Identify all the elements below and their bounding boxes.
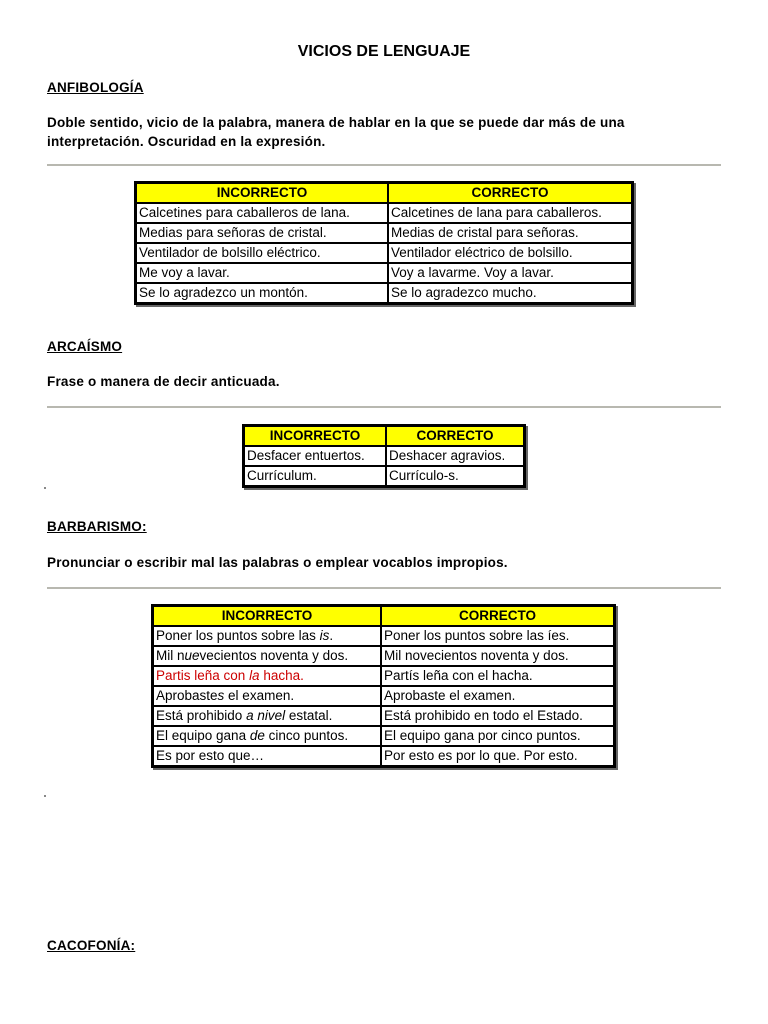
definition-line-1: Doble sentido, vicio de la palabra, manera de hablar en la que se puede dar más de una xyxy=(47,115,625,130)
column-header-incorrect: INCORRECTO xyxy=(244,426,386,446)
stray-mark xyxy=(44,795,46,797)
cell-text: cinco puntos. xyxy=(264,728,349,743)
table-row xyxy=(153,626,614,646)
section-heading-cacofonia: CACOFONÍA: xyxy=(47,938,136,953)
cell-incorrect: Currículum. xyxy=(244,466,386,486)
table-barbarismo xyxy=(151,604,616,768)
cell-correct: Está prohibido en todo el Estado. xyxy=(381,706,614,726)
divider xyxy=(47,406,721,408)
cell-correct: Se lo agradezco mucho. xyxy=(388,283,632,303)
cell-correct: El equipo gana por cinco puntos. xyxy=(381,726,614,746)
column-header-correct: CORRECTO xyxy=(386,426,524,446)
cell-correct: Medias de cristal para señoras. xyxy=(388,223,632,243)
cell-text: El equipo gana xyxy=(156,728,250,743)
cell-correct: Aprobaste el examen. xyxy=(381,686,614,706)
table-row xyxy=(244,466,524,486)
column-header-incorrect: INCORRECTO xyxy=(153,606,381,626)
cell-incorrect: Desfacer entuertos. xyxy=(244,446,386,466)
section-definition-barbarismo: Pronunciar o escribir mal las palabras o emplear vocablos impropios. xyxy=(47,555,508,570)
table-header-row xyxy=(244,426,524,446)
cell-text: hacha. xyxy=(259,668,304,683)
cell-incorrect: Ventilador de bolsillo eléctrico. xyxy=(136,243,388,263)
section-heading-anfibologia: ANFIBOLOGÍA xyxy=(47,80,144,95)
cell-correct: Voy a lavarme. Voy a lavar. xyxy=(388,263,632,283)
cell-emphasis: is xyxy=(319,628,330,643)
table-row xyxy=(153,686,614,706)
cell-incorrect: Calcetines para caballeros de lana. xyxy=(136,203,388,223)
cell-text: . xyxy=(329,628,334,643)
cell-correct: Poner los puntos sobre las íes. xyxy=(381,626,614,646)
cell-emphasis: s xyxy=(217,688,225,703)
table-row xyxy=(244,446,524,466)
table-row xyxy=(136,263,632,283)
table-header-row xyxy=(153,606,614,626)
definition-line-2: interpretación. Oscuridad en la expresión. xyxy=(47,134,326,149)
cell-text: Está prohibido xyxy=(156,708,247,723)
cell-incorrect xyxy=(153,746,381,766)
divider xyxy=(47,164,721,166)
table-row xyxy=(153,706,614,726)
table-row xyxy=(153,746,614,766)
cell-correct: Ventilador eléctrico de bolsillo. xyxy=(388,243,632,263)
cell-incorrect xyxy=(153,726,381,746)
cell-incorrect xyxy=(153,646,381,666)
cell-correct: Por esto es por lo que. Por esto. xyxy=(381,746,614,766)
cell-text: Es por esto que… xyxy=(156,748,265,763)
cell-text: vecientos noventa y dos. xyxy=(199,648,349,663)
cell-incorrect: Se lo agradezco un montón. xyxy=(136,283,388,303)
cell-incorrect: Me voy a lavar. xyxy=(136,263,388,283)
table-header-row xyxy=(136,183,632,203)
cell-incorrect: Medias para señoras de cristal. xyxy=(136,223,388,243)
divider xyxy=(47,587,721,589)
cell-text: Partis leña con xyxy=(156,668,250,683)
cell-text: estatal. xyxy=(285,708,333,723)
column-header-correct: CORRECTO xyxy=(381,606,614,626)
cell-emphasis: la xyxy=(249,668,260,683)
stray-mark xyxy=(44,487,46,489)
table-row xyxy=(136,283,632,303)
cell-correct: Mil novecientos noventa y dos. xyxy=(381,646,614,666)
cell-text: el examen. xyxy=(224,688,295,703)
cell-incorrect xyxy=(153,706,381,726)
column-header-incorrect: INCORRECTO xyxy=(136,183,388,203)
cell-incorrect xyxy=(153,686,381,706)
column-header-correct: CORRECTO xyxy=(388,183,632,203)
table-row xyxy=(153,726,614,746)
table-row xyxy=(136,223,632,243)
cell-incorrect-highlighted xyxy=(153,666,381,686)
cell-correct: Deshacer agravios. xyxy=(386,446,524,466)
cell-text: Aprobaste xyxy=(156,688,218,703)
table-arcaismo xyxy=(242,424,526,488)
cell-emphasis: ue xyxy=(184,648,200,663)
cell-correct: Partís leña con el hacha. xyxy=(381,666,614,686)
table-row xyxy=(136,243,632,263)
section-definition-arcaismo: Frase o manera de decir anticuada. xyxy=(47,374,280,389)
cell-incorrect xyxy=(153,626,381,646)
cell-correct: Calcetines de lana para caballeros. xyxy=(388,203,632,223)
section-heading-barbarismo: BARBARISMO: xyxy=(47,519,147,534)
section-definition-anfibologia xyxy=(47,113,717,151)
cell-text: Poner los puntos sobre las xyxy=(156,628,320,643)
table-row xyxy=(153,646,614,666)
cell-text: Mil n xyxy=(156,648,185,663)
page-title: VICIOS DE LENGUAJE xyxy=(297,43,471,60)
cell-correct: Currículo-s. xyxy=(386,466,524,486)
table-row xyxy=(153,666,614,686)
cell-emphasis: a nivel xyxy=(246,708,286,723)
table-row xyxy=(136,203,632,223)
section-heading-arcaismo: ARCAÍSMO xyxy=(47,339,123,354)
cell-emphasis: de xyxy=(249,728,265,743)
table-anfibologia xyxy=(134,181,634,305)
